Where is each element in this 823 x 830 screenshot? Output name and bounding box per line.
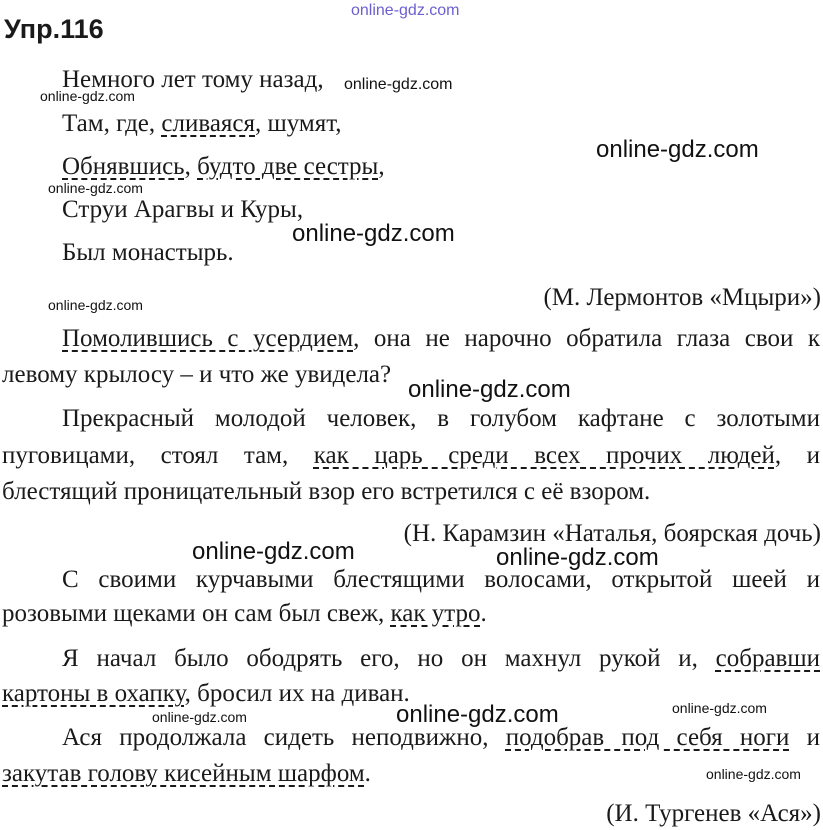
text: , бросил их на диван. (184, 680, 410, 707)
text: , (378, 153, 385, 180)
text: , и (774, 442, 820, 469)
watermark: online-gdz.com (706, 766, 801, 782)
text: Ася продолжала сидеть неподвижно, (62, 724, 506, 751)
watermark: online-gdz.com (344, 76, 453, 93)
turgenev-line-6 (2, 760, 371, 788)
turgenev-line-2 (2, 600, 487, 628)
attribution: (М. Лермонтов «Мцыри») (543, 284, 821, 311)
watermark: online-gdz.com (596, 136, 759, 163)
watermark: online-gdz.com (496, 544, 659, 571)
underlined-participle: Помолившись с усердием (62, 325, 354, 352)
underlined-comparison: как царь среди всех прочих людей (313, 442, 775, 469)
text: Я начал было ободрять его, но он махнул рукой и, (62, 645, 716, 672)
text: , (184, 153, 198, 180)
watermark: online-gdz.com (48, 297, 143, 313)
text: , она не нарочно обратила глаза свои к (353, 325, 821, 352)
poem-line-3 (62, 153, 385, 181)
karamzin-line-2: левому крылосу – и что же увидела? (2, 361, 392, 388)
attribution: (И. Тургенев «Ася») (606, 800, 821, 827)
watermark: online-gdz.com (408, 376, 571, 403)
underlined-participle: сливаяся (161, 110, 256, 137)
underlined-participle: закутав голову кисейным шарфом (2, 760, 365, 787)
underlined-participle: подобрав под себя ноги (505, 724, 790, 751)
underlined-comparison: как утро (390, 600, 481, 627)
poem-line-2 (62, 110, 342, 138)
underlined-participle: собравши (715, 645, 820, 672)
watermark: online-gdz.com (152, 709, 247, 725)
watermark: online-gdz.com (351, 2, 460, 19)
watermark: online-gdz.com (40, 88, 135, 104)
text: розовыми щеками он сам был свеж, (2, 600, 391, 627)
underlined-participle: Обнявшись (62, 153, 185, 180)
watermark: online-gdz.com (48, 180, 143, 196)
text: . (480, 600, 487, 627)
text: и (789, 724, 820, 751)
karamzin-line-4 (2, 442, 820, 470)
poem-line-4: Струи Арагвы и Куры, (62, 196, 304, 223)
karamzin-line-3: Прекрасный молодой человек, в голубом кафтане с золотыми (62, 405, 820, 432)
text: . (364, 760, 371, 787)
watermark: online-gdz.com (396, 701, 559, 728)
karamzin-line-5: блестящий проницательный взор его встретился с её взором. (2, 478, 651, 505)
text: , шумят, (255, 110, 342, 137)
underlined-comparison: будто две сестры (197, 153, 379, 180)
poem-line-5: Был монастырь. (62, 239, 234, 266)
watermark: online-gdz.com (292, 220, 455, 247)
watermark: online-gdz.com (192, 538, 355, 565)
turgenev-line-3 (62, 645, 820, 673)
text: пуговицами, стоял там, (2, 442, 314, 469)
turgenev-line-1: С своими курчавыми блестящими волосами, открытой шеей и (62, 566, 820, 593)
karamzin-line-1 (62, 325, 820, 353)
turgenev-line-4 (2, 680, 410, 708)
watermark: online-gdz.com (672, 700, 767, 716)
exercise-title: Упр.116 (4, 14, 104, 44)
turgenev-line-5 (62, 724, 820, 752)
underlined-participle: картоны в охапку (2, 680, 185, 707)
attribution: (Н. Карамзин «Наталья, боярская дочь) (403, 520, 821, 547)
text: Там, где, (62, 110, 162, 137)
poem-line-1: Немного лет тому назад, (62, 66, 324, 93)
